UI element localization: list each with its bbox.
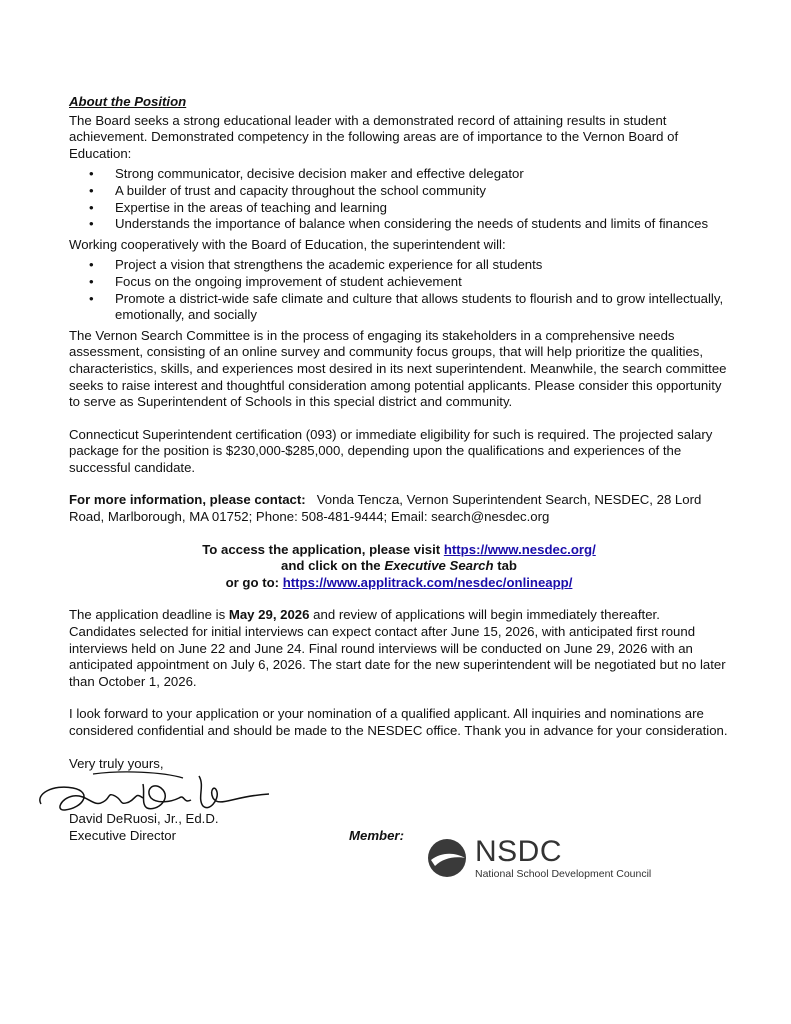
executive-search-tab-text: Executive Search (384, 558, 494, 574)
list-item: • Promote a district-wide safe climate and culture that allows students to flourish and to grow intellectually, emotionally, and socially (69, 291, 729, 324)
duties-intro: Working cooperatively with the Board of Education, the superintendent will: (69, 236, 506, 252)
closing-paragraph: I look forward to your application or your nomination of a qualified applicant. All inquiries and nominations are considered confidential and should be made to the NESDEC office. Thank you in advance for your consideration. (69, 706, 728, 738)
deadline-prefix: The application deadline is (69, 607, 229, 623)
contact-paragraph (69, 492, 729, 525)
list-item: • Understands the importance of balance when considering the needs of students and limits of finances (69, 216, 729, 233)
intro-paragraph: The Board seeks a strong educational leader with a demonstrated record of attaining results in student achievement. Demonstrated competency in the following areas are of importance to the Vernon Board of Education: (69, 112, 679, 161)
application-line1: To access the application, please visit (202, 541, 444, 557)
certification-paragraph: Connecticut Superintendent certification (093) or immediate eligibility for such is required. The projected salary package for the position is $230,000-$285,000, depending upon the qualifications and experiences of the successful candidate. (69, 426, 713, 475)
nesdec-link[interactable]: https://www.nesdec.org/ (443, 541, 596, 557)
application-line2-suffix: tab (493, 558, 517, 574)
section-heading: About the Position (69, 94, 187, 109)
application-line3: or go to: (225, 574, 283, 590)
deadline-date: May 29, 2026 (228, 607, 310, 623)
closing-salutation: Very truly yours, (69, 755, 164, 771)
member-label: Member: (349, 827, 404, 843)
list-item: • A builder of trust and capacity throughout the school community (69, 183, 729, 200)
duties-list (69, 257, 729, 323)
list-item: • Expertise in the areas of teaching and learning (69, 200, 729, 217)
signer-title: Executive Director (69, 827, 177, 843)
list-item: • Focus on the ongoing improvement of student achievement (69, 274, 729, 291)
contact-label: For more information, please contact: (69, 492, 306, 508)
logo-subtitle: National School Development Council (475, 867, 652, 880)
application-block (69, 542, 729, 592)
nsdc-logo (427, 836, 667, 886)
list-item: • Project a vision that strengthens the academic experience for all students (69, 257, 729, 274)
signature-block (69, 755, 729, 880)
nsdc-logo-icon (427, 838, 467, 878)
applitrack-link[interactable]: https://www.applitrack.com/nesdec/onlineapp/ (282, 574, 573, 590)
list-item: • Strong communicator, decisive decision maker and effective delegator (69, 166, 729, 183)
deadline-paragraph (69, 607, 729, 690)
logo-name: NSDC (475, 834, 563, 868)
application-line2: and click on the (280, 558, 385, 574)
competency-list (69, 166, 729, 232)
deadline-suffix: and review of applications will begin immediately thereafter. Candidates selected for initial interviews can expect contact after June 15, 2026, with anticipated first round interviews held on June 22 and June 24. Final round interviews will be conducted on June 29, 2026 with an anticipated appointment on July 6, 2026. The start date for the new superintendent will be negotiated but no later than October 1, 2026. (69, 607, 726, 689)
contact-text: Vonda Tencza, Vernon Superintendent Search, NESDEC, 28 Lord Road, Marlborough, MA 01752; Phone: 508-481-9444; Email: search@nesdec.org (69, 492, 702, 525)
signer-name: David DeRuosi, Jr., Ed.D. (69, 810, 219, 826)
letter-page (69, 94, 729, 880)
search-paragraph: The Vernon Search Committee is in the process of engaging its stakeholders in a comprehensive needs assessment, consisting of an online survey and community focus groups, that will help prioritize the qualities, characteristics, skills, and experiences most desired in its next superintendent. Meanwhile, the search committee seeks to raise interest and thoughtful consideration among potential applicants. Please consider this opportunity to serve as Superintendent of Schools in this special district and community. (69, 327, 727, 410)
